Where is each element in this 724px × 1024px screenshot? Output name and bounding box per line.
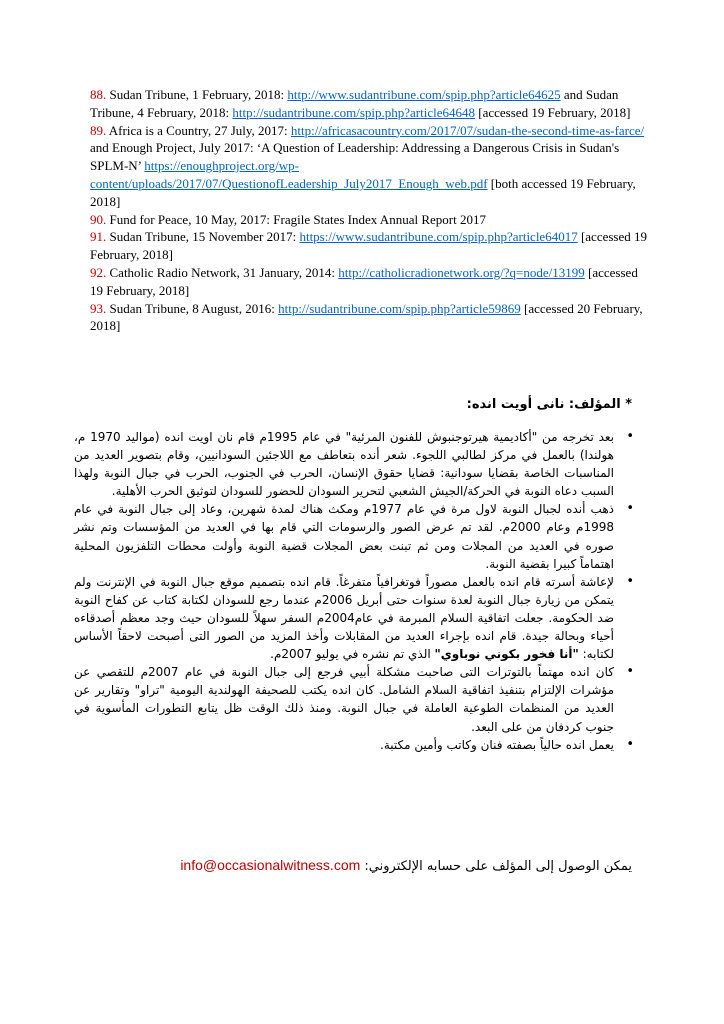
bullet-icon: •	[626, 736, 634, 752]
reference-text: [accessed 20 February, 2018]	[90, 300, 643, 334]
bullet-icon: •	[626, 429, 634, 444]
references-list	[90, 86, 650, 335]
reference-link[interactable]: https://www.sudantribune.com/spip.php?article64017	[299, 229, 578, 245]
bio-text: بعد تخرجه من "أكاديمية هيرتوجنبوش للفنون المرئية" في عام 1995م قام نان اويت انده (مواليد 1970 م، هولندا) بالعمل في مركز لطالبي اللجوء. شعر أنده بتعاطف مع اللاجئين السودانيين، وقام بتصوير العديد من المناسبات الخاصة بقضايا سودانية: قضايا حقوق الإنسان، الحرب في الجنوب، الحرب في جبال النوبة ولهذا السبب دعاه النوبة في الحركة/الجيش الشعبي لتحرير السودان للحضور للسودان لتوثيق الحرب الأهلية.	[74, 430, 614, 499]
reference-item	[90, 228, 650, 264]
reference-text: Sudan Tribune, 8 August, 2016:	[106, 300, 279, 316]
reference-item	[90, 122, 650, 211]
book-title: "أنا فخور بكوني نوباوي"	[434, 647, 579, 662]
reference-text: Catholic Radio Network, 31 January, 2014:	[106, 264, 339, 280]
reference-text: and Enough Project, July 2017: ‘A Question of Leadership: Addressing a Dangerous Crisis in Sudan's SPLM-N’	[90, 140, 620, 174]
footnote-number: 88.	[90, 87, 107, 102]
reference-text: Sudan Tribune, 15 November 2017:	[106, 229, 300, 245]
reference-text: Fund for Peace, 10 May, 2017: Fragile States Index Annual Report 2017	[106, 211, 486, 227]
author-bio-list	[74, 428, 634, 754]
bio-text: ذهب أنده لجبال النوبة لاول مرة في عام 1977م ومكث هناك لمدة شهرين، وعاد إلى جبال النوبة في عام 1998م وعام 2000م. لقد تم عرض الصور والرسومات التي قام بها في العديد من المؤسسات وتم نشر صوره في العديد من المجلات ومن ثم تبنت بعض المجلات قضية النوبة وأولت محطات التلفزيون المحلية اهتماماً كبيرا بقضية النوبة.	[74, 502, 615, 571]
footnote-number: 93.	[90, 300, 107, 316]
reference-link[interactable]: https://enoughproject.org/wp-content/uploads/2017/07/QuestionofLeadership_July2017_Enough_web.pdf	[90, 158, 488, 191]
reference-text: Sudan Tribune, 1 February, 2018:	[106, 87, 288, 102]
bullet-icon: •	[626, 501, 634, 517]
bio-text: كان انده مهتماً بالتوترات التى صاحبت مشكلة أبيي فرجع إلى جبال النوبة في عام 2007م للتقصي عن مؤشرات الإلتزام بتنفيذ اتفاقية السلام الشامل. كان انده يكتب للصحيفة الهولندية اليومية "تراو" وتقارير عن العديد من المنظمات الطوعية العاملة في جبال النوبة. ومنذ ذلك الوقت ظل يتابع التطورات المأسوية في جنوب كردفان من على البعد.	[74, 665, 614, 734]
bio-text: يعمل انده حالياً بصفته فنان وكاتب وأمين مكتبة.	[380, 737, 614, 752]
bio-list-item	[74, 663, 634, 735]
bio-list-item	[74, 500, 634, 572]
reference-text: [accessed 19 February, 2018]	[475, 104, 631, 120]
bio-list-item	[74, 428, 634, 500]
reference-link[interactable]: http://sudantribune.com/spip.php?article64648	[232, 104, 476, 120]
reference-text: and Sudan Tribune, 4 February, 2018:	[90, 87, 619, 120]
author-heading: * المؤلف: نانى أويت انده:	[466, 397, 632, 412]
reference-link[interactable]: http://africasacountry.com/2017/07/sudan-the-second-time-as-farce/	[290, 122, 645, 138]
reference-text: Africa is a Country, 27 July, 2017:	[106, 122, 291, 138]
bio-text: الذي تم نشره في يوليو 2007م.	[270, 647, 435, 662]
reference-link[interactable]: http://www.sudantribune.com/spip.php?article64625	[287, 87, 561, 102]
reference-text: [both accessed 19 February, 2018]	[90, 175, 636, 209]
bio-list-item	[74, 736, 634, 754]
reference-link[interactable]: http://sudantribune.com/spip.php?article59869	[278, 300, 521, 316]
reference-text: [accessed 19 February, 2018]	[90, 264, 638, 298]
reference-link[interactable]: http://catholicradionetwork.org/?q=node/13199	[338, 264, 585, 280]
reference-item	[90, 264, 650, 300]
footnote-number: 90.	[90, 211, 107, 227]
bullet-icon: •	[626, 664, 634, 680]
contact-text: يمكن الوصول إلى المؤلف على حسابه الإلكتروني:	[360, 859, 632, 874]
footnote-number: 92.	[90, 264, 107, 280]
reference-item	[90, 300, 650, 336]
contact-email-link[interactable]: info@occasionalwitness.com	[180, 857, 361, 873]
reference-text: [accessed 19 February, 2018]	[90, 229, 648, 263]
bio-list-item	[74, 573, 634, 663]
author-contact	[72, 856, 632, 876]
footnote-number: 89.	[90, 122, 107, 138]
reference-item	[90, 86, 650, 122]
bio-text: لإعاشة أسرته قام انده بالعمل مصوراً فوتغرافياً متفرغاً. قام انده بتصميم موقع جبال النوبة في الإنترنت ولم يتمكن من زيارة جبال النوبة لعدة سنوات حتى أبريل 2006م عندما رجع للسودان لكتابة كتاب عن كفاح النوبة ضد الحكومة. جعلت اتفاقية السلام المبرمة في عام2004م السفر سهلاً للسودان حيث وجد معظم أصدقاءه أحياء وبحالة جيدة. قام انده بإجراء العديد من المقابلات وأخذ المزيد من الصور التى أصبحت لاحقاً الأساس لكتابه:	[74, 574, 615, 662]
footnote-number: 91.	[90, 229, 107, 245]
reference-item	[90, 211, 650, 229]
bullet-icon: •	[626, 573, 634, 589]
